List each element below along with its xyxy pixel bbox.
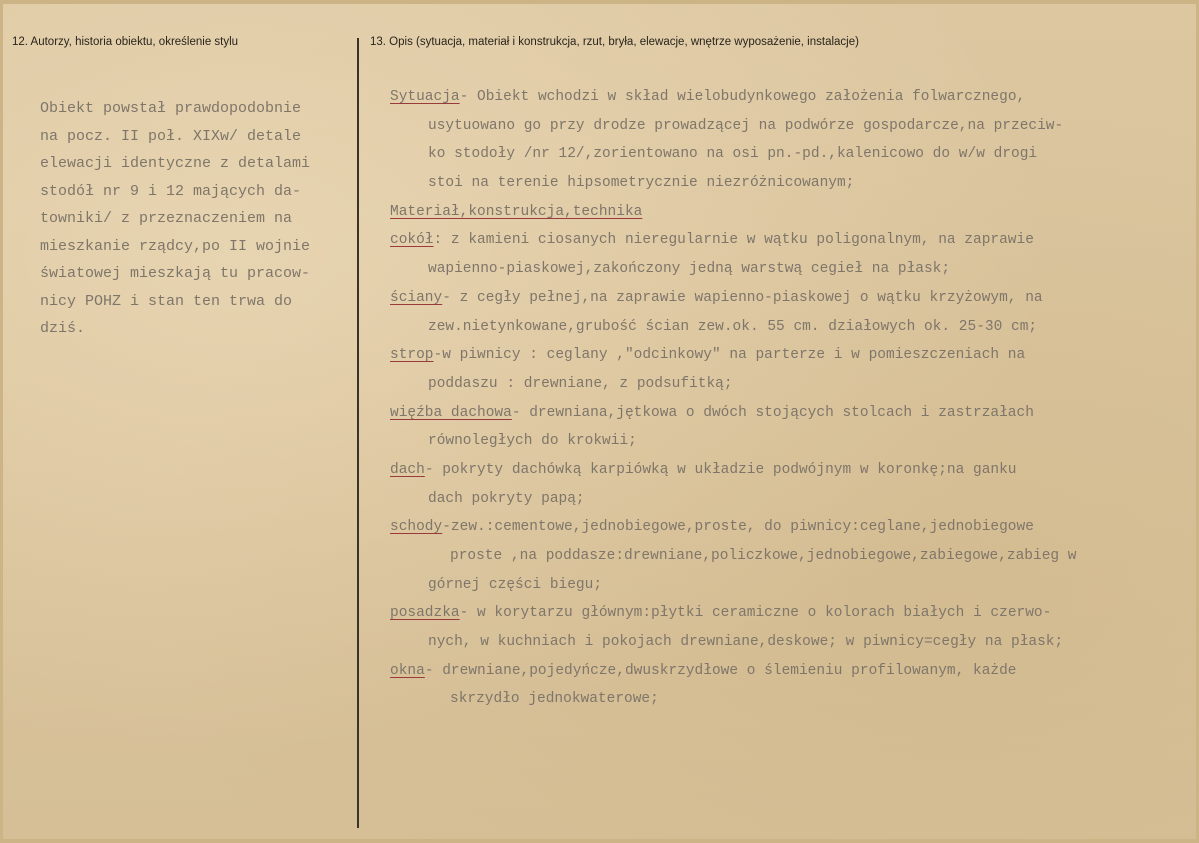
right-text-line (390, 112, 1190, 141)
section-term: ściany (390, 289, 443, 306)
line-text: - drewniana,jętkowa o dwóch stojących stolcach i zastrzałach (511, 404, 1034, 421)
paper-edge-top (0, 0, 1199, 4)
section-term: posadzka (390, 605, 460, 622)
right-text-line (390, 657, 1190, 686)
right-text-line (390, 685, 1190, 714)
right-text-line (390, 399, 1190, 428)
left-text-line: stodół nr 9 i 12 mających da- (40, 182, 302, 200)
paper-edge-bottom (0, 839, 1199, 843)
line-text: równoległych do krokwii; (428, 433, 637, 450)
line-text: poddaszu : drewniane, z podsufitką; (428, 375, 733, 392)
line-text: ko stodoły /nr 12/,zorientowano na osi pn.-pd.,kalenicowo do w/w drogi (428, 146, 1038, 163)
section-term: dach (390, 461, 425, 478)
line-text: - pokryty dachówką karpiówką w układzie podwójnym w koronkę;na ganku (424, 461, 1017, 478)
left-text-line: nicy POHZ i stan ten trwa do (40, 292, 293, 310)
right-text-line (390, 427, 1190, 456)
line-text: -zew.:cementowe,jednobiegowe,proste, do piwnicy:ceglane,jednobiegowe (442, 519, 1034, 536)
right-text-line (390, 198, 1190, 227)
line-text: wapienno-piaskowej,zakończony jedną warstwą cegieł na płask; (428, 261, 951, 278)
section-13-body (390, 83, 1190, 714)
section-13-header: 13. Opis (sytuacja, materiał i konstrukcja, rzut, bryła, elewacje, wnętrze wyposażenie, instalacje) (370, 36, 859, 48)
line-text: - drewniane,pojedyńcze,dwuskrzydłowe o ślemieniu profilowanym, każde (424, 662, 1017, 679)
right-text-line (390, 456, 1190, 485)
line-text: - w korytarzu głównym:płytki ceramiczne o kolorach białych i czerwo- (459, 605, 1052, 622)
line-text: stoi na terenie hipsometrycznie niezróżnicowanym; (428, 175, 855, 192)
right-text-line (390, 628, 1190, 657)
right-text-line (390, 140, 1190, 169)
line-text: - z cegły pełnej,na zaprawie wapienno-piaskowej o wątku krzyżowym, na (442, 289, 1043, 306)
column-divider (357, 38, 359, 828)
section-term: Sytuacja (390, 89, 460, 105)
line-text: zew.nietynkowane,grubość ścian zew.ok. 55 cm. działowych ok. 25-30 cm; (428, 318, 1038, 335)
right-text-line (390, 485, 1190, 514)
section-term: cokół (390, 232, 434, 249)
section-term: okna (390, 662, 425, 679)
right-text-line (390, 513, 1190, 542)
left-text-line: na pocz. II poł. XIXw/ detale (40, 127, 302, 145)
line-text: -w piwnicy : ceglany ,"odcinkowy" na parterze i w pomieszczeniach na (433, 347, 1026, 364)
section-term: Materiał,konstrukcja,technika (390, 203, 643, 220)
right-text-line (390, 255, 1190, 284)
paper-edge-left (0, 0, 3, 843)
right-text-line (390, 341, 1190, 370)
left-text-line: światowej mieszkają tu pracow- (40, 265, 311, 282)
section-12-body (40, 95, 350, 343)
right-text-line (390, 542, 1190, 571)
section-term: więźba dachowa (390, 404, 512, 421)
line-text: górnej części biegu; (428, 576, 603, 593)
right-text-line (390, 370, 1190, 399)
section-term: strop (390, 347, 434, 364)
left-text-line: dziś. (40, 320, 86, 337)
right-text-line (390, 313, 1190, 342)
left-text-line: elewacji identyczne z detalami (40, 155, 311, 172)
line-text: dach pokryty papą; (428, 490, 585, 507)
right-text-line (390, 83, 1190, 112)
line-text: skrzydło jednokwaterowe; (450, 691, 659, 708)
line-text: : z kamieni ciosanych nieregularnie w wątku poligonalnym, na zaprawie (433, 232, 1034, 249)
left-text-line: mieszkanie rządcy,po II wojnie (40, 237, 311, 255)
section-term: schody (390, 519, 443, 536)
right-text-line (390, 571, 1190, 600)
line-text: - Obiekt wchodzi w skład wielobudynkowego założenia folwarcznego, (459, 89, 1026, 105)
line-text: nych, w kuchniach i pokojach drewniane,deskowe; w piwnicy=cegły na płask; (428, 634, 1064, 651)
section-12-header: 12. Autorzy, historia obiektu, określenie stylu (12, 36, 239, 48)
left-text-line: Obiekt powstał prawdopodobnie (40, 100, 302, 117)
line-text: usytuowano go przy drodze prowadzącej na podwórze gospodarcze,na przeciw- (428, 117, 1064, 134)
right-text-line (390, 169, 1190, 198)
right-text-line (390, 226, 1190, 255)
right-text-line (390, 284, 1190, 313)
right-text-line (390, 599, 1190, 628)
left-text-line: towniki/ z przeznaczeniem na (40, 210, 293, 227)
line-text: proste ,na poddasze:drewniane,policzkowe,jednobiegowe,zabiegowe,zabieg w (450, 548, 1077, 564)
